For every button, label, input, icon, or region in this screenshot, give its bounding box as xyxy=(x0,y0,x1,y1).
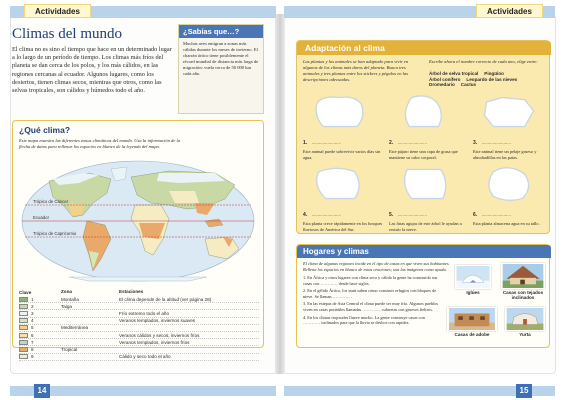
legend-key xyxy=(19,318,61,323)
legend-row xyxy=(19,325,259,332)
answer-blank[interactable]: ........................ xyxy=(311,212,341,217)
homes-sentences xyxy=(303,275,443,328)
item-description: Esta planta almacena agua en su tallo. xyxy=(473,221,540,226)
left-section-tab: Actividades xyxy=(24,4,91,18)
legend-header-row xyxy=(19,289,259,296)
right-bottom-band xyxy=(284,386,555,396)
sticker-cell xyxy=(473,165,553,227)
item-description: Este animal puede sobrevivir varios días sin agua. xyxy=(303,149,381,160)
legend-number: 6 xyxy=(31,332,34,338)
climate-instructions: Este mapa muestra las diferentes zonas climáticas del mundo. Usa la información de la flecha de datos para rellenar los espacios en blanco de la leyenda del mapa. xyxy=(19,138,181,149)
climate-legend xyxy=(19,289,259,361)
answer-blank[interactable]: ........................ xyxy=(397,140,427,145)
yurt-caption: Yurta xyxy=(519,332,531,337)
page-title: Climas del mundo xyxy=(12,26,122,42)
did-you-know-box xyxy=(178,24,264,114)
legend-row xyxy=(19,303,259,310)
tropic-capricorn-label: Trópico de Capricornio xyxy=(33,231,77,236)
legend-zone[interactable]: Montaña xyxy=(61,296,79,302)
word-bank-option: Árbol de selva tropical xyxy=(429,71,479,76)
adobe-caption: Casas de adobe xyxy=(454,332,490,337)
legend-seasons: Veranos templados, inviernos suaves xyxy=(119,318,196,324)
antarctica-shape xyxy=(69,277,207,281)
answer-blank[interactable]: ........................ xyxy=(397,212,427,217)
legend-key xyxy=(19,333,61,338)
word-bank-option: Cactus xyxy=(460,82,477,88)
legend-number: 1 xyxy=(31,296,34,302)
legend-seasons: Frío extremo todo el año xyxy=(119,310,170,316)
legend-row xyxy=(19,318,259,325)
legend-swatch xyxy=(19,311,28,316)
right-section-tab: Actividades xyxy=(476,4,543,18)
intro-paragraph: El clima no es sino el tiempo que hace en un determinado lugar a lo largo de un período de tiempo. Los climas más fríos del planeta se dan cerca de los polos, y los más cálidos, en las regiones cercanas al ecuador. Algunos lugares, como los desiertos, tienen climas secos, mientras que otros, como las selvas tropicales, son cálidos y húmedos todo el año. xyxy=(12,46,172,95)
legend-row xyxy=(19,346,259,353)
legend-number: 4 xyxy=(31,318,34,324)
right-page-number: 15 xyxy=(516,384,532,398)
legend-key xyxy=(19,325,61,330)
tropic-cancer-label: Trópico de Cáncer xyxy=(33,199,69,204)
left-page-number: 14 xyxy=(34,384,50,398)
legend-seasons: Cálido y seco todo el año xyxy=(119,354,171,360)
sloped-roof-house-photo xyxy=(501,263,545,289)
legend-swatch xyxy=(19,340,28,345)
homes-title: Hogares y climas xyxy=(297,245,551,258)
item-description: Las finas agujas de este árbol le ayudan a resistir la nieve. xyxy=(389,221,462,232)
legend-key xyxy=(19,311,61,316)
world-climate-map xyxy=(19,159,257,283)
word-bank-option: Árbol conífero xyxy=(429,76,461,82)
homes-activity-box xyxy=(296,244,550,348)
homes-sentence[interactable]: 4. En los climas tropicales llueve mucho. La gente construye casas con ………… inclinados para que la lluvia se deslice con rapidez. xyxy=(303,314,425,326)
legend-row xyxy=(19,339,259,346)
legend-swatch xyxy=(19,354,28,359)
adobe-house-photo xyxy=(447,307,497,331)
legend-row xyxy=(19,296,259,303)
adaptation-instruction: Escribe ahora el nombre correcto de cada uno, elige entre: xyxy=(429,59,538,64)
sticker-cell xyxy=(303,93,383,160)
sticker-cell xyxy=(473,93,553,160)
legend-row xyxy=(19,332,259,339)
yurt-photo xyxy=(505,307,545,331)
climate-activity-title: ¿Qué clima? xyxy=(19,125,71,135)
legend-key xyxy=(19,354,61,359)
sticker-placeholder[interactable] xyxy=(389,165,461,203)
item-number: 5. xyxy=(389,212,394,218)
homes-intro: El clima de algunas regiones incide en el tipo de casas en que viven sus habitantes. Rellena los espacios en blanco de estas oraciones; usa las imágenes como ayuda. xyxy=(303,261,450,272)
legend-swatch xyxy=(19,318,28,323)
legend-number: 3 xyxy=(31,310,34,316)
item-number: 6. xyxy=(473,212,478,218)
legend-zone[interactable]: Tropical xyxy=(61,346,78,352)
legend-row xyxy=(19,354,259,361)
item-description: Este pájaro tiene una capa de grasa que mantiene su calor corporal. xyxy=(389,149,458,160)
adaptation-intro: Las plantas y los animales se han adaptado para vivir en algunos de los climas más duros del planeta. Busca tres animales y tres plantas entre los stickers y pégalos en las descripciones adecuadas. xyxy=(303,59,409,82)
legend-key xyxy=(19,304,61,309)
item-number: 4. xyxy=(303,212,308,218)
legend-key xyxy=(19,347,61,352)
adaptation-activity-box xyxy=(296,40,550,234)
legend-zone[interactable]: Mediterránea xyxy=(61,325,89,331)
legend-swatch xyxy=(19,304,28,309)
igloo-caption: Iglúes xyxy=(466,290,480,295)
item-number: 2. xyxy=(389,140,394,146)
word-bank-option: Pingüino xyxy=(484,71,504,76)
legend-seasons: Veranos cálidos y secos, inviernos fríos xyxy=(119,332,200,338)
homes-sentence[interactable]: 1. En África y otros lugares con clima seco y cálido la gente ha construido sus casas con ………… desde hace siglos. xyxy=(303,275,438,286)
legend-swatch xyxy=(19,325,28,330)
climate-activity-box xyxy=(12,120,264,360)
word-bank-option: Leopardo de las nieves xyxy=(466,76,518,82)
sticker-placeholder[interactable] xyxy=(473,93,545,131)
adaptation-title: Adaptación al clima xyxy=(297,41,551,55)
answer-blank[interactable]: ........................ xyxy=(481,212,511,217)
item-description: Esta planta crece rápidamente en los bosques lluviosos de América del Sur. xyxy=(303,221,383,232)
legend-number: 2 xyxy=(31,303,34,309)
did-you-know-title: ¿Sabías que…? xyxy=(179,25,263,38)
legend-number: 9 xyxy=(31,354,34,360)
legend-swatch xyxy=(19,347,28,352)
book-gutter xyxy=(275,14,285,374)
sticker-placeholder[interactable] xyxy=(303,165,375,203)
legend-number: 5 xyxy=(31,325,34,331)
legend-key xyxy=(19,340,61,345)
item-number: 3. xyxy=(473,140,478,146)
legend-seasons: Veranos templados, inviernos fríos xyxy=(119,339,190,345)
homes-sentence[interactable]: 2. En el gélido Ártico, los inuit saben cómo construir refugios con bloques de nieve. Se llaman ………… . xyxy=(303,288,437,299)
sticker-cell xyxy=(303,165,383,232)
sticker-cell xyxy=(389,165,469,232)
legend-number: 7 xyxy=(31,339,34,345)
legend-header-seasons: Estaciones xyxy=(119,289,144,294)
legend-rows xyxy=(19,296,259,361)
answer-blank[interactable]: ........................ xyxy=(311,140,341,145)
adaptation-word-bank xyxy=(429,71,547,88)
legend-seasons: El clima depende de la altitud (ver página 28) xyxy=(119,296,212,302)
item-number: 1. xyxy=(303,140,308,146)
sticker-placeholder[interactable] xyxy=(389,93,461,131)
legend-swatch xyxy=(19,297,28,302)
did-you-know-text: Muchas aves emigran a zonas más cálidas durante los meses de invierno. El charrán ártico tiene posiblemente el récord mundial de distancia más larga de migración: vuela cerca de 50 000 km cada año. xyxy=(183,41,259,76)
homes-sentence[interactable]: 3. En las estepas de Asia Central el clima puede ser muy frío. Algunos pueblos viven en casas portátiles llamadas …………, cubiertas con gruesos fieltros. xyxy=(303,301,439,312)
answer-blank[interactable]: ........................ xyxy=(481,140,511,145)
sloped-roof-caption: Casas con tejados inclinados xyxy=(502,290,544,300)
legend-zone[interactable]: Taiga xyxy=(61,303,72,309)
sticker-placeholder[interactable] xyxy=(303,93,375,131)
sticker-placeholder[interactable] xyxy=(473,165,545,203)
item-description: Este animal tiene un pelaje grueso y almohadillas en las patas. xyxy=(473,149,537,160)
legend-number: 8 xyxy=(31,346,34,352)
legend-header-key: Clave xyxy=(19,290,32,295)
word-bank-option: Dromedario xyxy=(429,82,455,88)
equator-label: Ecuador xyxy=(33,215,50,220)
sticker-cell xyxy=(389,93,469,160)
legend-swatch xyxy=(19,333,28,338)
legend-row xyxy=(19,310,259,317)
legend-key xyxy=(19,297,61,302)
legend-header-zone: Zona xyxy=(61,289,72,294)
igloo-photo xyxy=(455,265,491,289)
